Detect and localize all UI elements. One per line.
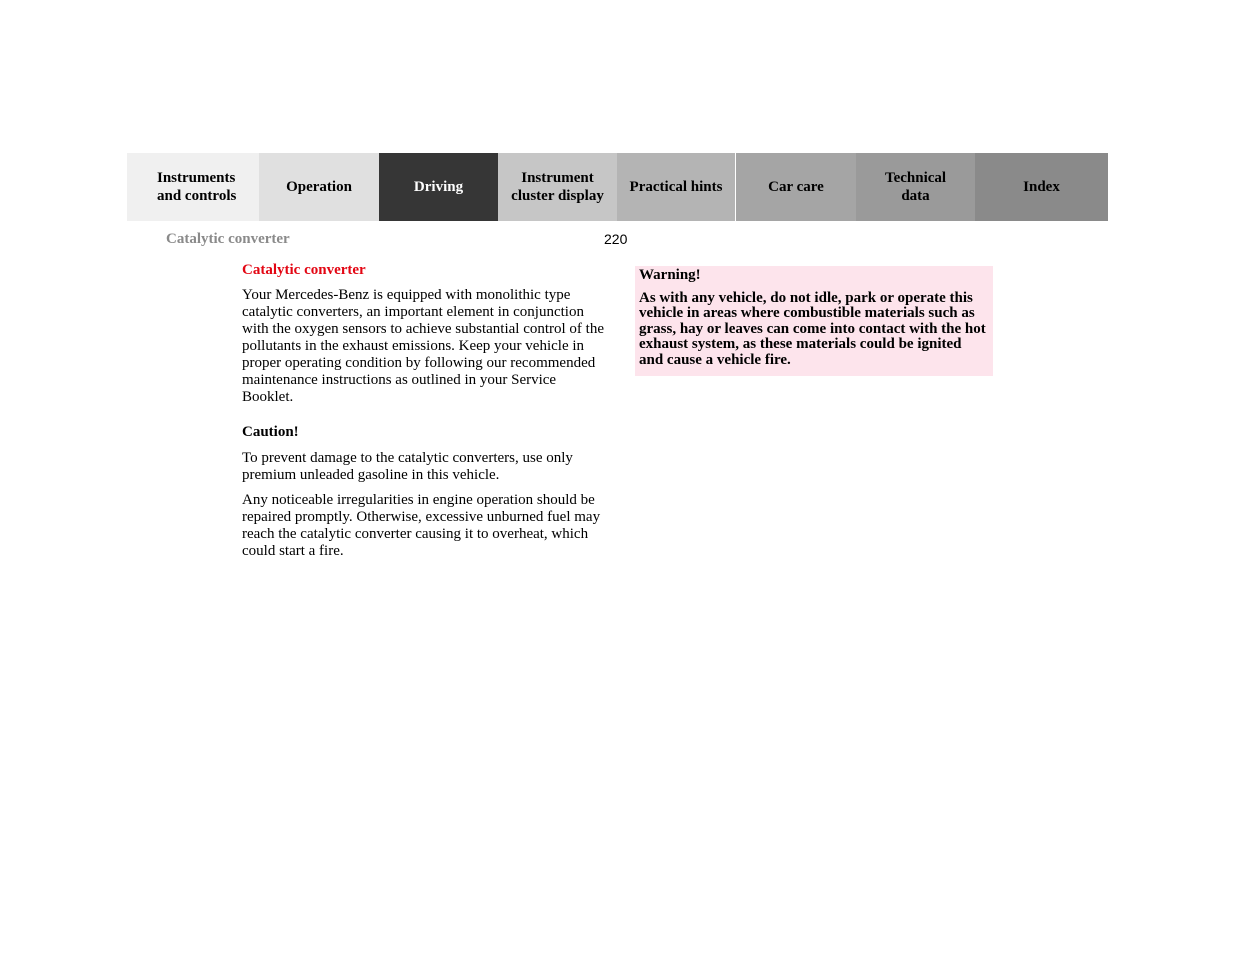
section-tab-bar bbox=[127, 153, 1108, 221]
warning-heading: Warning! bbox=[639, 267, 701, 283]
caution-paragraph: To prevent damage to the catalytic converters, use only premium unleaded gasoline in this vehicle. bbox=[242, 450, 573, 483]
warning-box bbox=[635, 266, 993, 376]
tab-label: Instruments and controls bbox=[157, 170, 237, 204]
tab-label: Instrument cluster display bbox=[511, 170, 604, 204]
tab-car-care[interactable] bbox=[736, 153, 856, 221]
tab-label: Technical data bbox=[884, 170, 947, 204]
caution-paragraph: Any noticeable irregularities in engine operation should be repaired promptly. Otherwise, excessive unburned fuel may reach the catalytic converter causing it to overheat, which could start a fire. bbox=[242, 492, 601, 559]
tab-instruments-and-controls[interactable] bbox=[127, 153, 259, 221]
main-content bbox=[242, 262, 607, 568]
tab-label: Operation bbox=[286, 179, 352, 195]
tab-practical-hints[interactable] bbox=[617, 153, 736, 221]
intro-paragraph: Your Mercedes-Benz is equipped with monolithic type catalytic converters, an important element in conjunction with the oxygen sensors to achieve substantial control of the pollutants in the exhaust emissions. Keep your vehicle in proper operating condition by following our recommended maintenance instructions as outlined in your Service Booklet. bbox=[242, 287, 604, 405]
tab-technical-data[interactable] bbox=[856, 153, 975, 221]
page-number: 220 bbox=[604, 231, 628, 247]
tab-operation[interactable] bbox=[259, 153, 379, 221]
tab-instrument-cluster-display[interactable] bbox=[498, 153, 617, 221]
caution-heading: Caution! bbox=[242, 424, 299, 440]
tab-label: Practical hints bbox=[629, 179, 723, 195]
running-head: Catalytic converter bbox=[166, 231, 290, 247]
warning-text: As with any vehicle, do not idle, park or operate this vehicle in areas where combustible materials such as grass, hay or leaves can come into contact with the hot exhaust system, as these materials could be ignited and cause a vehicle fire. bbox=[639, 289, 986, 368]
tab-label: Driving bbox=[413, 179, 464, 195]
tab-label: Index bbox=[1023, 179, 1060, 195]
section-title: Catalytic converter bbox=[242, 262, 366, 278]
tab-index[interactable] bbox=[975, 153, 1108, 221]
tab-driving[interactable] bbox=[379, 153, 498, 221]
tab-label: Car care bbox=[768, 179, 824, 195]
